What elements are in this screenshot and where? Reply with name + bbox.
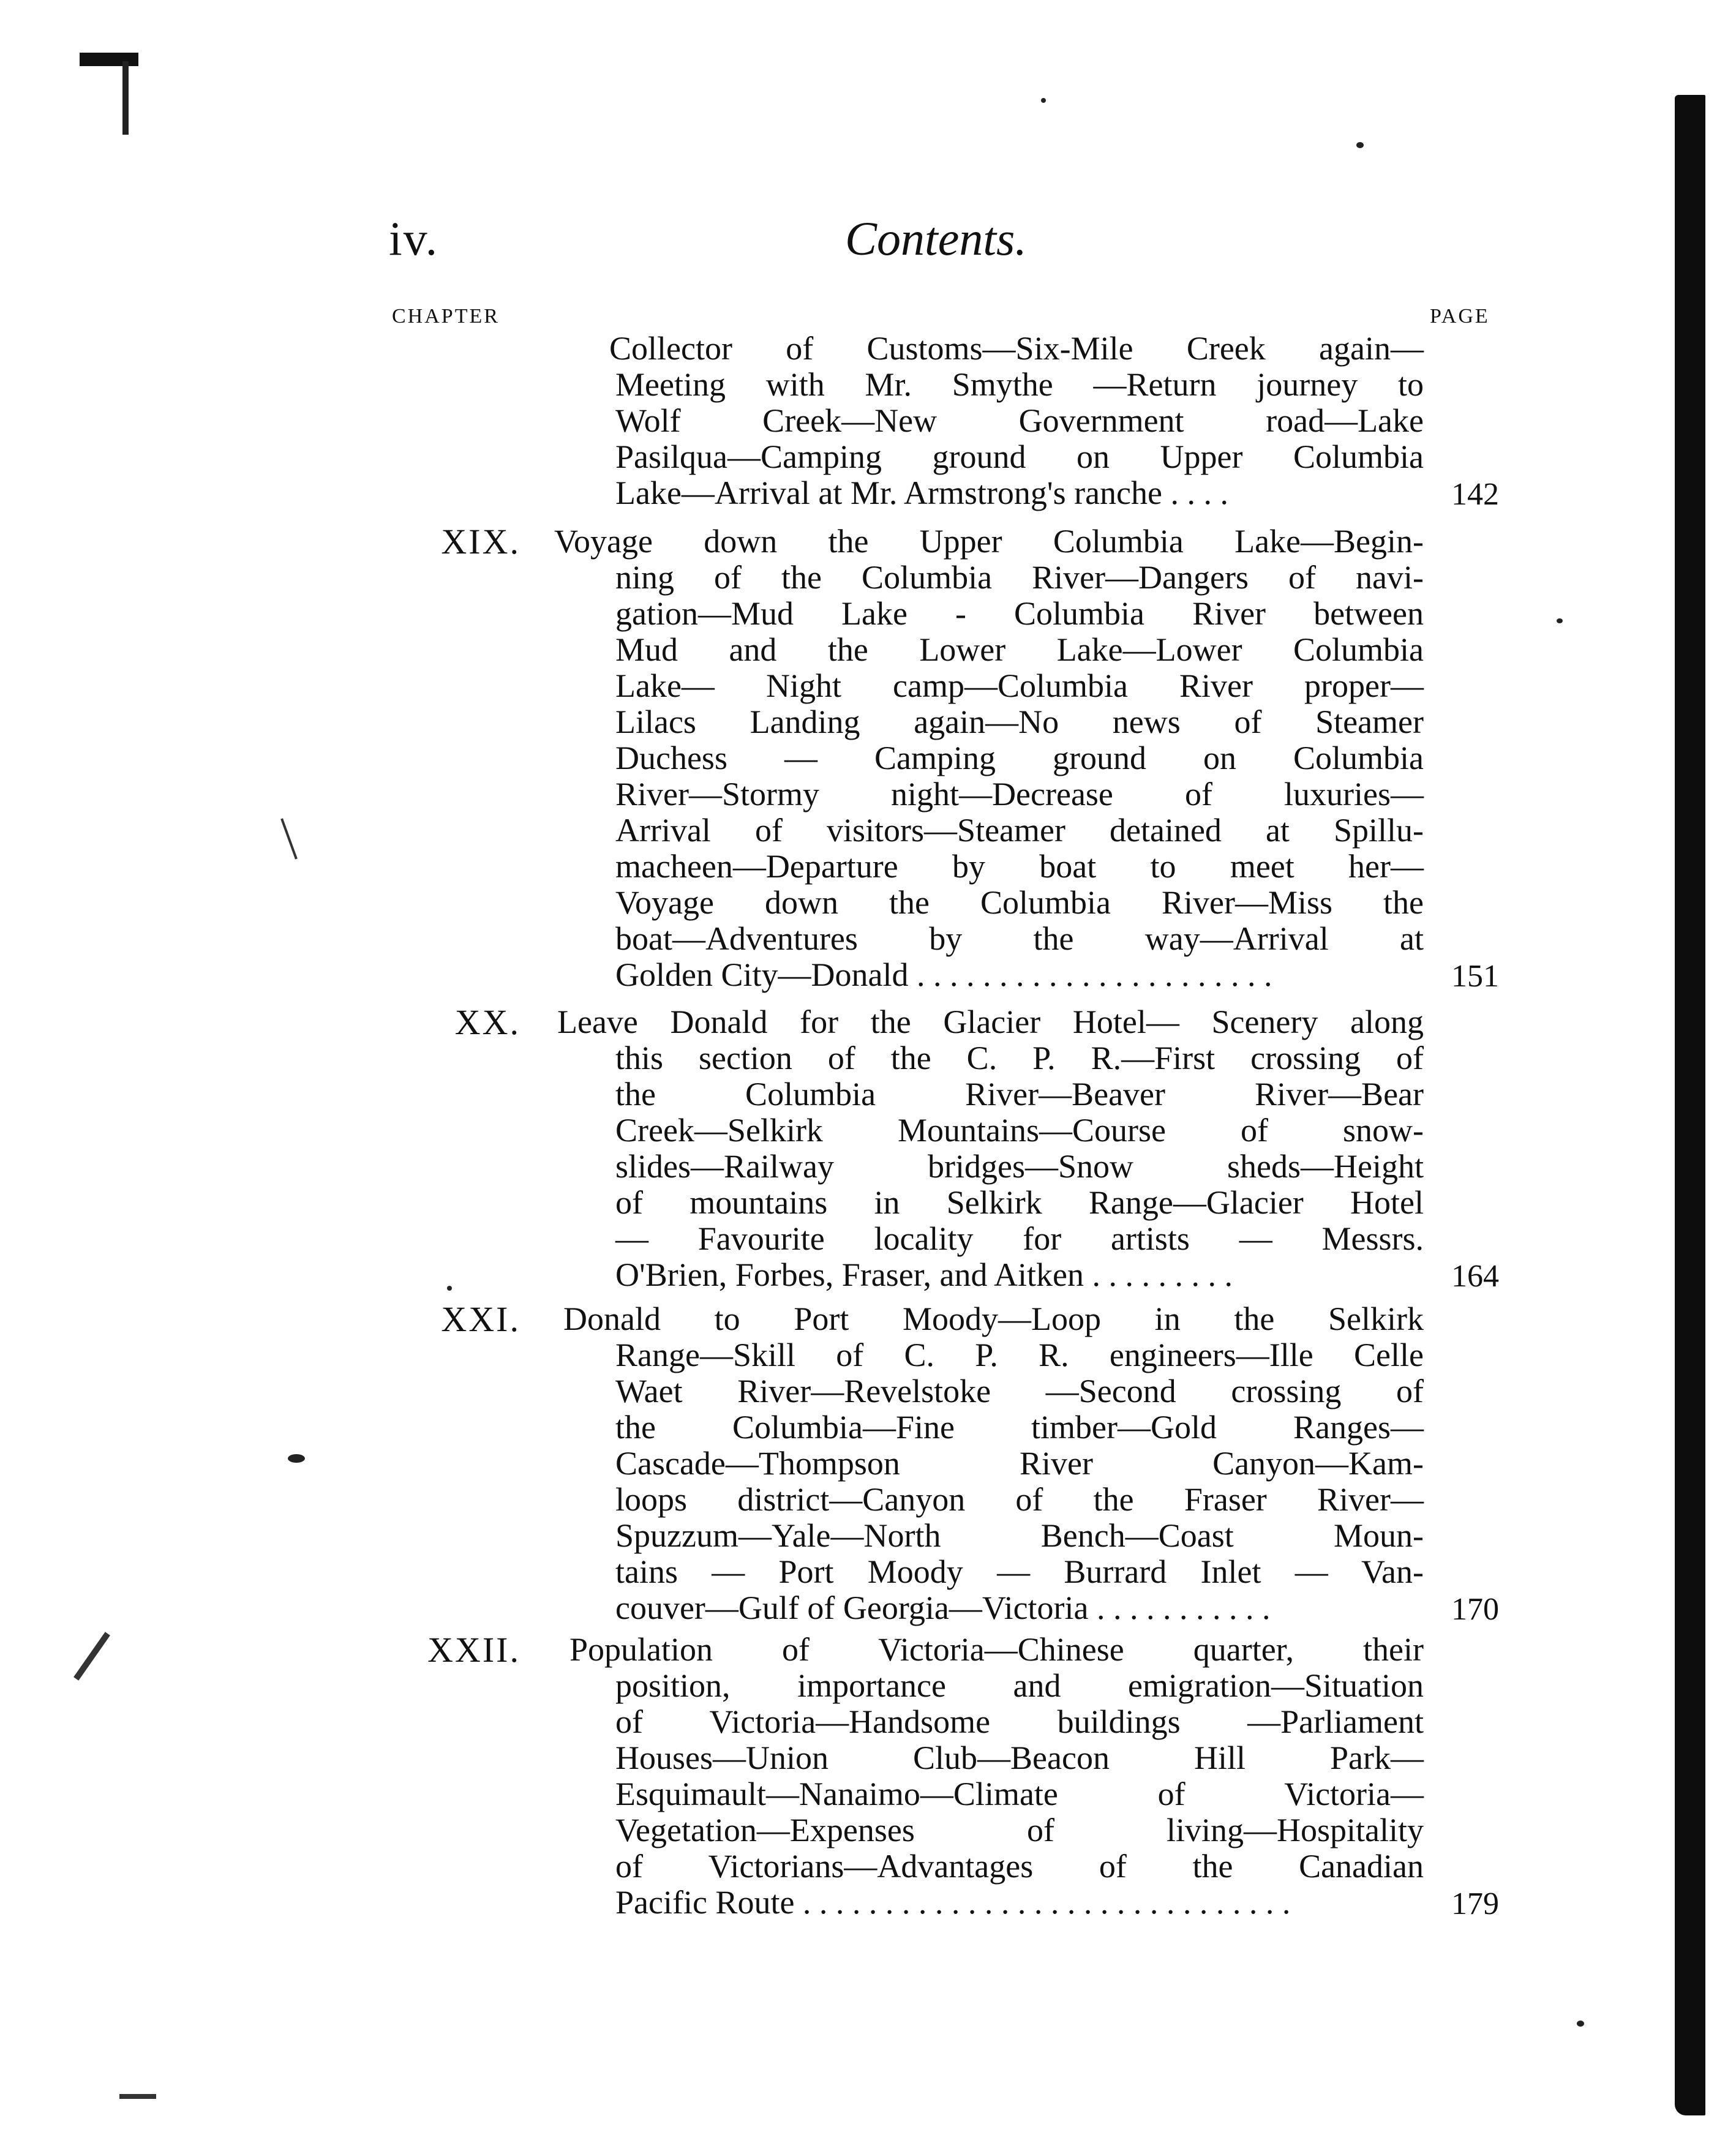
chapter-column-label: CHAPTER	[392, 305, 500, 328]
entry-line: Pacific Route . . . . . . . . . . . . . . . . . . . . . . . . . . . . . .	[615, 1884, 1291, 1921]
scan-speck	[288, 1454, 305, 1463]
entry-line: Lake—Arrival at Mr. Armstrong's ranche . . . .	[615, 475, 1228, 511]
chapter-number: XX.	[454, 1002, 520, 1042]
entry-line: gation—Mud Lake - Columbia River between	[615, 595, 1424, 632]
entry-line: slides—Railway bridges—Snow sheds—Height	[615, 1148, 1424, 1185]
entry-line: Golden City—Donald . . . . . . . . . . . . . . . . . . . . . .	[615, 956, 1272, 993]
scan-speck	[1577, 2021, 1584, 2027]
entry-line: of mountains in Selkirk Range—Glacier Hotel	[615, 1184, 1424, 1221]
scan-speck	[1041, 98, 1046, 103]
entry-line: O'Brien, Forbes, Fraser, and Aitken . . . . . . . . .	[615, 1256, 1233, 1293]
entry-line: the Columbia—Fine timber—Gold Ranges—	[615, 1409, 1424, 1446]
scan-artifact-bar	[80, 53, 138, 66]
entry-line: couver—Gulf of Georgia—Victoria . . . . . . . . . . .	[615, 1589, 1271, 1626]
entry-line: Arrival of visitors—Steamer detained at Spillu-	[615, 812, 1424, 849]
page-reference: 164	[1451, 1259, 1499, 1294]
entry-line: Houses—Union Club—Beacon Hill Park—	[615, 1739, 1424, 1776]
entry-line: Population of Victoria—Chinese quarter, their	[569, 1631, 1424, 1668]
entry-line: Duchess — Camping ground on Columbia	[615, 740, 1424, 776]
entry-line: Spuzzum—Yale—North Bench—Coast Moun-	[615, 1517, 1424, 1554]
page-column-label: PAGE	[1430, 305, 1490, 328]
chapter-number: XIX.	[441, 522, 520, 561]
scan-mark	[280, 818, 298, 859]
entry-line: of Victoria—Handsome buildings —Parliament	[615, 1703, 1424, 1740]
entry-line: Cascade—Thompson River Canyon—Kam-	[615, 1445, 1424, 1482]
chapter-number: XXI.	[441, 1299, 520, 1339]
scan-speck	[1356, 142, 1364, 148]
scan-mark	[119, 2094, 156, 2099]
entry-line: tains — Port Moody — Burrard Inlet — Van-	[615, 1553, 1424, 1590]
page-reference: 142	[1451, 477, 1499, 512]
entry-line: Donald to Port Moody—Loop in the Selkirk	[563, 1300, 1424, 1337]
entry-line: this section of the C. P. R.—First crossing of	[615, 1040, 1424, 1076]
entry-line: loops district—Canyon of the Fraser River—	[615, 1481, 1424, 1518]
entry-line: River—Stormy night—Decrease of luxuries—	[615, 776, 1424, 812]
page-reference: 179	[1451, 1886, 1499, 1921]
entry-line: Mud and the Lower Lake—Lower Columbia	[615, 631, 1424, 668]
entry-line: Lilacs Landing again—No news of Steamer	[615, 704, 1424, 740]
page-reference: 170	[1451, 1592, 1499, 1627]
scan-speck	[447, 1286, 452, 1291]
entry-line: — Favourite locality for artists — Messrs.	[615, 1220, 1424, 1257]
entry-line: ning of the Columbia River—Dangers of navi-	[615, 559, 1424, 596]
entry-line: Meeting with Mr. Smythe —Return journey to	[615, 366, 1424, 403]
entry-line: Voyage down the Columbia River—Miss the	[615, 884, 1424, 921]
scan-artifact-tail	[122, 61, 129, 135]
scan-artifact-right-edge	[1675, 95, 1705, 2115]
page-number: iv.	[389, 212, 439, 265]
scan-speck	[1557, 618, 1563, 623]
entry-line: Creek—Selkirk Mountains—Course of snow-	[615, 1112, 1424, 1149]
entry-line: the Columbia River—Beaver River—Bear	[615, 1076, 1424, 1113]
entry-line: Leave Donald for the Glacier Hotel— Scenery along	[557, 1004, 1424, 1040]
entry-line: position, importance and emigration—Situation	[615, 1667, 1424, 1704]
entry-line: Range—Skill of C. P. R. engineers—Ille Celle	[615, 1337, 1424, 1373]
entry-line: Voyage down the Upper Columbia Lake—Begin-	[554, 523, 1424, 560]
page-title: Contents.	[845, 212, 1027, 265]
entry-line: Vegetation—Expenses of living—Hospitality	[615, 1812, 1424, 1848]
entry-line: Esquimault—Nanaimo—Climate of Victoria—	[615, 1776, 1424, 1812]
entry-line: Lake— Night camp—Columbia River proper—	[615, 667, 1424, 704]
page-reference: 151	[1451, 959, 1499, 994]
entry-line: Waet River—Revelstoke —Second crossing of	[615, 1373, 1424, 1409]
entry-line: of Victorians—Advantages of the Canadian	[615, 1848, 1424, 1885]
scan-mark	[73, 1632, 110, 1680]
entry-line: boat—Adventures by the way—Arrival at	[615, 920, 1424, 957]
entry-line: macheen—Departure by boat to meet her—	[615, 848, 1424, 885]
chapter-number: XXII.	[427, 1630, 520, 1670]
entry-line: Pasilqua—Camping ground on Upper Columbia	[615, 438, 1424, 475]
entry-line: Collector of Customs—Six-Mile Creek again—	[609, 330, 1424, 367]
entry-line: Wolf Creek—New Government road—Lake	[615, 402, 1424, 439]
